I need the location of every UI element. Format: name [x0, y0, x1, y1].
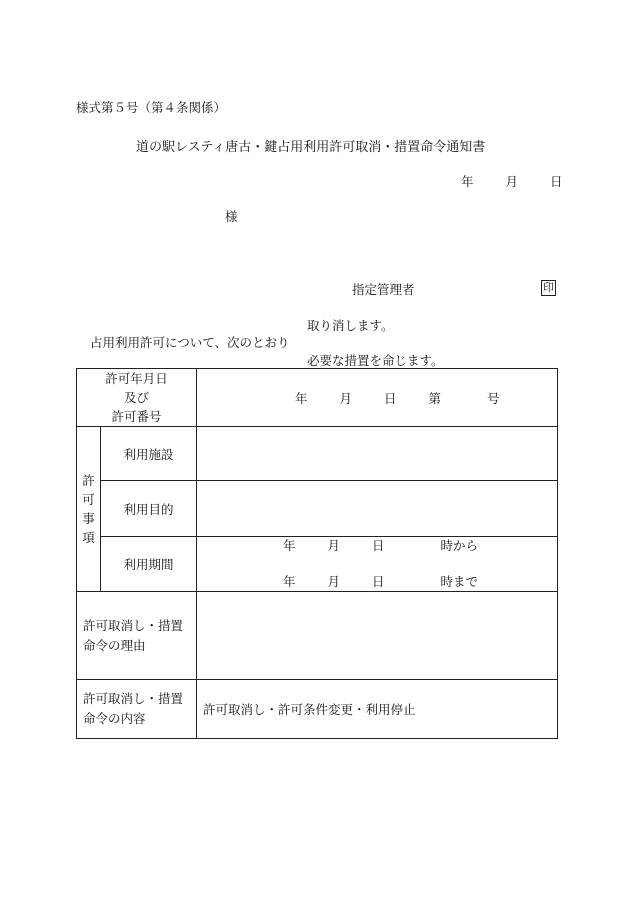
permit-date-label: 許可年月日 及び 許可番号 [77, 369, 197, 427]
period-from: 年 月 日 時から [283, 538, 479, 553]
permit-items-label: 許 可 事 項 [77, 427, 101, 592]
cancel-text: 取り消します。 [307, 318, 394, 333]
period-value [197, 537, 558, 592]
reason-label: 許可取消し・措置 命令の理由 [77, 592, 197, 680]
date-day: 日 [550, 174, 563, 189]
date-month: 月 [505, 174, 519, 189]
date-year: 年 [461, 174, 474, 189]
facility-row [77, 427, 558, 481]
period-label: 利用期間 [101, 537, 197, 592]
notice-date [461, 172, 563, 190]
purpose-label: 利用目的 [101, 481, 197, 537]
reason-value [197, 592, 558, 680]
permit-date-value: 年 月 日 第 号 [197, 369, 558, 427]
purpose-value [197, 481, 558, 537]
seal-mark: 印 [543, 281, 554, 294]
content-row [77, 680, 558, 739]
issuer-label: 指定管理者 [352, 282, 415, 297]
content-label: 許可取消し・措置 命令の内容 [77, 680, 197, 739]
period-to: 年 月 日 時まで [283, 574, 479, 589]
measure-text: 必要な措置を命じます。 [307, 353, 444, 368]
reason-row [77, 592, 558, 680]
form-number: 様式第５号（第４条関係） [76, 100, 227, 115]
period-row [77, 537, 558, 592]
document-title: 道の駅レスティ唐古・鍵占用利用許可取消・措置命令通知書 [136, 140, 486, 155]
facility-value [197, 427, 558, 481]
content-value: 許可取消し・許可条件変更・利用停止 [197, 680, 558, 739]
facility-label: 利用施設 [101, 427, 197, 481]
permit-date-row [77, 369, 558, 427]
addressee-honorific: 様 [225, 209, 238, 224]
main-text: 占用利用許可について、次のとおり [90, 335, 290, 350]
purpose-row [77, 481, 558, 537]
notice-table [76, 368, 558, 739]
